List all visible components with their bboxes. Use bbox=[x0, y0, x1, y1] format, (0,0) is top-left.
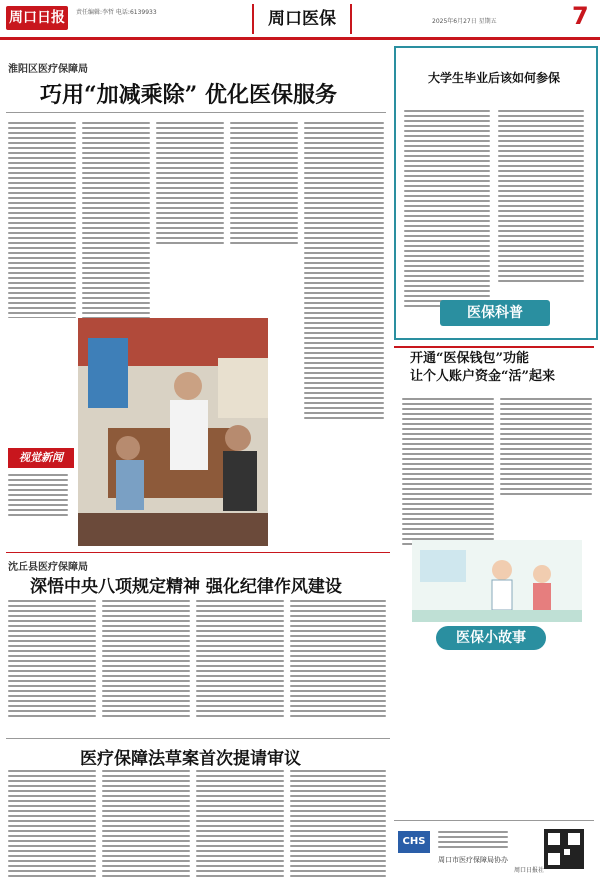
article2-col-4 bbox=[290, 600, 386, 720]
article4-col-1 bbox=[8, 770, 96, 880]
sidebar-col-1 bbox=[404, 110, 490, 310]
article2-col-1 bbox=[8, 600, 96, 720]
footer-credit: 周口市医疗保障局协办 bbox=[438, 856, 508, 864]
article1-col-3 bbox=[156, 122, 224, 247]
photo-caption bbox=[8, 474, 78, 516]
article4-rule bbox=[6, 738, 390, 739]
footer-brand: 周口日报社 bbox=[514, 867, 545, 874]
header-rule bbox=[0, 37, 600, 40]
article3-rule bbox=[394, 346, 594, 348]
section-title: 周口医保 bbox=[252, 4, 352, 34]
article3-col-1 bbox=[402, 398, 494, 548]
article1-col-1 bbox=[8, 122, 76, 322]
footer-block bbox=[394, 820, 594, 879]
article2-kicker: 沈丘县医疗保障局 bbox=[8, 562, 88, 573]
brand-logo-icon: CHS bbox=[398, 831, 430, 853]
article2-title: 深悟中央八项规定精神 强化纪律作风建设 bbox=[30, 577, 342, 597]
visual-news-label: 视觉新闻 bbox=[8, 448, 74, 468]
news-photo bbox=[78, 318, 268, 546]
article1-title: 巧用“加减乘除” 优化医保服务 bbox=[40, 82, 337, 108]
article1-rule bbox=[6, 112, 386, 113]
article2-rule bbox=[6, 552, 390, 553]
article3-title-2: 让个人账户资金“活”起来 bbox=[410, 369, 555, 384]
footer-lines bbox=[438, 831, 508, 851]
article1-col-2 bbox=[82, 122, 150, 322]
sidebar-question-title: 大学生毕业后该如何参保 bbox=[427, 71, 560, 85]
article4-col-2 bbox=[102, 770, 190, 880]
article1-kicker: 淮阳区医疗保障局 bbox=[8, 64, 88, 75]
header-meta: 责任编辑:李哲 电话:6139933 bbox=[76, 9, 157, 16]
article4-col-4 bbox=[290, 770, 386, 880]
article1-col-5 bbox=[304, 122, 384, 422]
story-label: 医保小故事 bbox=[436, 626, 546, 650]
sidebar-column-label: 医保科普 bbox=[440, 300, 550, 326]
article4-col-3 bbox=[196, 770, 284, 880]
issue-date: 2025年6月27日 星期五 bbox=[432, 18, 497, 25]
sidebar-col-2 bbox=[498, 110, 584, 285]
article3-title-1: 开通“医保钱包”功能 bbox=[410, 351, 529, 366]
article2-col-3 bbox=[196, 600, 284, 720]
article1-col-4 bbox=[230, 122, 298, 247]
article3-col-2 bbox=[500, 398, 592, 498]
photo-caption-column bbox=[8, 318, 78, 544]
article2-col-2 bbox=[102, 600, 190, 720]
page-number: 7 bbox=[572, 2, 589, 30]
medical-story-illustration bbox=[412, 540, 582, 622]
newspaper-logo: 周口日报 bbox=[6, 6, 68, 30]
qr-code-icon bbox=[544, 829, 584, 869]
article4-title: 医疗保障法草案首次提请审议 bbox=[80, 749, 301, 769]
